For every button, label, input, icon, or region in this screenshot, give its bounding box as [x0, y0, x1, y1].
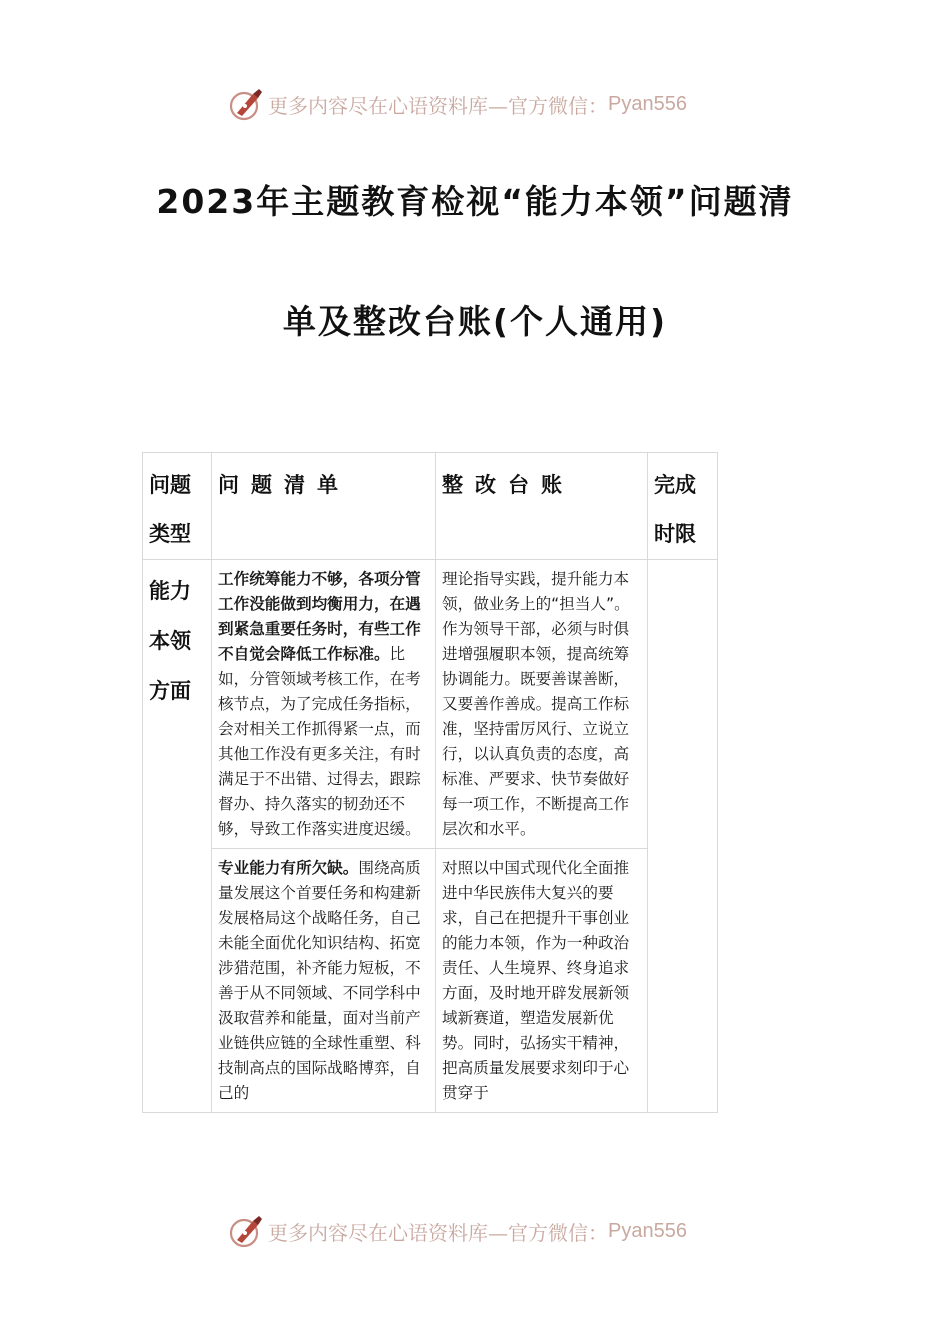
- ledger-cell: 理论指导实践，提升能力本领，做业务上的“担当人”。作为领导干部，必须与时俱进增强履职本领，提高统筹协调能力。既要善谋善断，又要善作善成。提高工作标准，坚持雷厉风行、立说立行，以认真负责的态度，高标准、严要求、快节奏做好每一项工作，不断提高工作层次和水平。: [436, 560, 648, 849]
- table-row: [143, 849, 718, 1113]
- header-issue-list: 问题清单: [212, 453, 436, 560]
- header-problem-type: 问题 类型: [143, 453, 212, 560]
- footer-banner: [228, 1211, 687, 1251]
- banner-wechat-id: Pyan556: [608, 1219, 687, 1242]
- document-title-line-1: 2023年主题教育检视“能力本领”问题清: [156, 182, 794, 221]
- table-header-row: [143, 453, 718, 560]
- category-cell: 能力 本领 方面: [143, 560, 212, 1113]
- pen-nib-logo-icon: [228, 86, 264, 122]
- banner-text: 更多内容尽在心语资料库—官方微信：: [268, 93, 608, 118]
- deadline-cell: [648, 560, 718, 1113]
- header-banner: [228, 84, 687, 124]
- pen-nib-logo-icon: [228, 1213, 264, 1249]
- issue-cell: [212, 849, 436, 1113]
- issue-detail: 围绕高质量发展这个首要任务和构建新发展格局这个战略任务，自己未能全面优化知识结构、拓宽涉猎范围，补齐能力短板，不善于从不同领域、不同学科中汲取营养和能量，面对当前产业链供应链的全球性重塑、科技制高点的国际战略博弈，自己的: [218, 859, 421, 1102]
- issue-heading: 工作统筹能力不够，各项分管工作没能做到均衡用力，在遇到紧急重要任务时，有些工作不自觉会降低工作标准。: [218, 570, 421, 663]
- banner-wechat-id: Pyan556: [608, 92, 687, 115]
- ledger-cell: 对照以中国式现代化全面推进中华民族伟大复兴的要求，自己在把提升干事创业的能力本领，作为一种政治责任、人生境界、终身追求方面，及时地开辟发展新领域新赛道，塑造发展新优势。同时，弘扬实干精神，把高质量发展要求刻印于心贯穿于: [436, 849, 648, 1113]
- issue-heading: 专业能力有所欠缺。: [218, 859, 359, 877]
- issue-ledger-table: [142, 452, 718, 1113]
- header-deadline: 完成 时限: [648, 453, 718, 560]
- header-rectification-ledger: 整改台账: [436, 453, 648, 560]
- document-title-line-2: 单及整改台账(个人通用): [282, 302, 668, 341]
- issue-detail: 比如，分管领域考核工作，在考核节点，为了完成任务指标，会对相关工作抓得紧一点，而其他工作没有更多关注，有时满足于不出错、过得去，跟踪督办、持久落实的韧劲还不够，导致工作落实进度迟缓。: [218, 645, 421, 838]
- table-row: [143, 560, 718, 849]
- banner-text: 更多内容尽在心语资料库—官方微信：: [268, 1220, 608, 1245]
- issue-cell: [212, 560, 436, 849]
